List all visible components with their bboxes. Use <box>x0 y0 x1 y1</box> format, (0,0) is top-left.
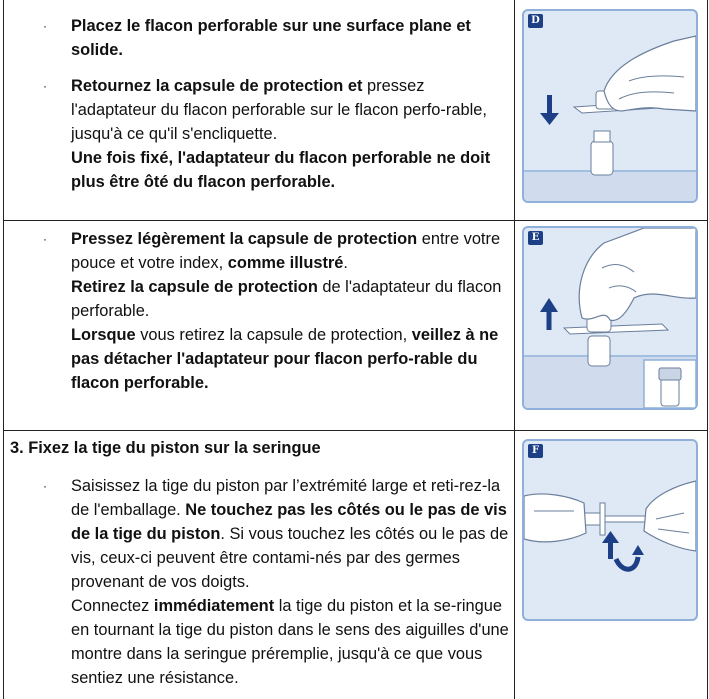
figure-badge: E <box>528 231 543 245</box>
press-adapter-onto-vial-illustration <box>524 11 696 201</box>
text-run: comme illustré <box>227 254 344 272</box>
step-text <box>4 436 509 690</box>
text-run: de l'adaptateur du flacon perforable. <box>71 278 502 320</box>
text-run: Saisissez la tige du piston par l’extrémité large et reti-rez-la de l'emballage. <box>71 477 501 519</box>
item-text <box>71 230 501 392</box>
text-run: pressez l'adaptateur du flacon perforable sur le flacon perfo-rable, jusqu'à ce qu'il s'encliquette. <box>71 77 487 143</box>
text-run: Placez le flacon perforable sur une surface plane et solide. <box>71 17 471 59</box>
bullet-dot: · <box>43 79 47 93</box>
item-text <box>71 17 471 59</box>
item-text <box>71 477 509 687</box>
bullet-dot: · <box>43 19 47 33</box>
text-run: vous retirez la capsule de protection, <box>135 326 412 344</box>
table-row <box>4 0 707 221</box>
table-row <box>4 430 707 699</box>
text-run: Ne touchez pas les côtés ou le pas de vis de la tige du piston <box>71 501 507 543</box>
bullet-item <box>4 227 509 395</box>
bullet-item <box>4 74 509 194</box>
text-run: . <box>343 254 348 272</box>
bullet-dot: · <box>43 232 47 246</box>
remove-protective-cap-illustration <box>524 228 696 408</box>
attach-plunger-rod-illustration <box>524 441 696 619</box>
item-text <box>71 77 490 191</box>
step-text <box>4 227 509 395</box>
illustration-f <box>522 439 698 621</box>
illustration-e <box>522 226 698 410</box>
step-text <box>4 14 509 194</box>
figure-badge: D <box>528 14 543 28</box>
text-run: la tige du piston et la se-ringue en tournant la tige du piston dans le sens des aiguilles d'une montre dans la seringue préremplie, jusqu'à ce que vous sentiez une résistance. <box>71 597 509 687</box>
illustration-d <box>522 9 698 203</box>
text-run: . Si vous touchez les côtés ou le pas de vis, ceux-ci peuvent être contami-nés par des germes provenant de vos doigts. <box>71 525 509 591</box>
bullet-item <box>4 474 509 690</box>
text-run: Retirez la capsule de protection <box>71 278 318 296</box>
text-run: immédiatement <box>153 597 275 615</box>
figure-badge: F <box>528 444 543 458</box>
text-run: entre votre pouce et votre index, <box>71 230 501 272</box>
table-row <box>4 220 707 431</box>
section-heading: 3. Fixez la tige du piston sur la seringue <box>10 439 321 457</box>
text-run: Lorsque <box>71 326 136 344</box>
bullet-dot: · <box>43 479 47 493</box>
text-run: Une fois fixé, l'adaptateur du flacon perforable ne doit plus être ôté du flacon perforable. <box>71 149 491 191</box>
text-run: Connectez <box>71 597 154 615</box>
bullet-item <box>4 14 509 62</box>
text-run: Retournez la capsule de protection et <box>71 77 363 95</box>
instruction-table <box>3 0 708 699</box>
text-run: veillez à ne pas détacher l'adaptateur pour flacon perfo-rable du flacon perforable. <box>71 326 499 392</box>
text-run: Pressez légèrement la capsule de protection <box>71 230 418 248</box>
